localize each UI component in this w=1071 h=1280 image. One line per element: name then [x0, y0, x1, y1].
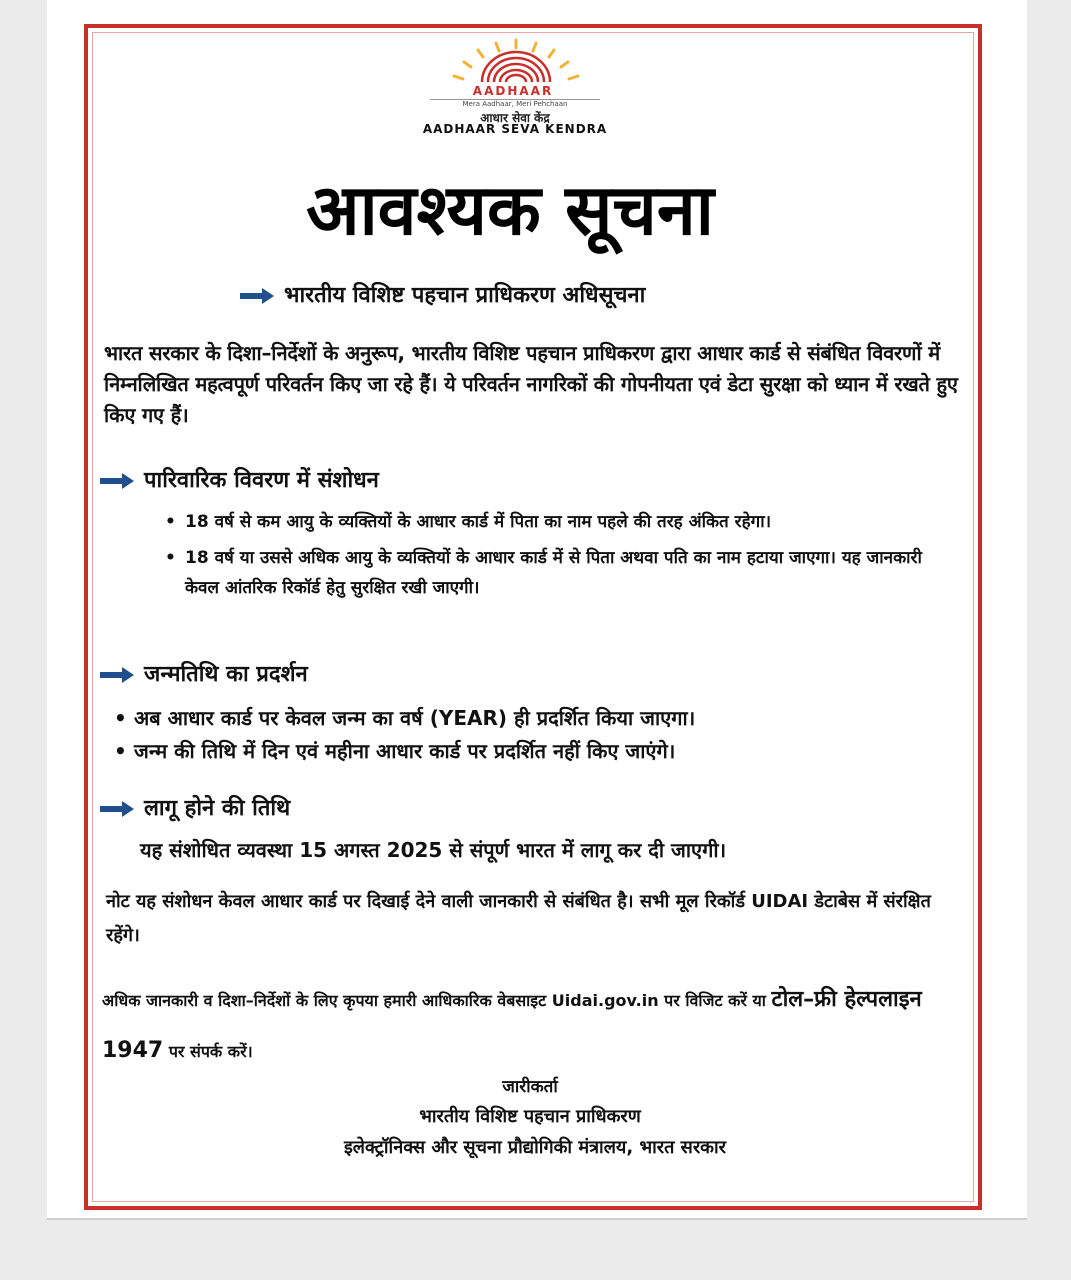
notice-title: आवश्यक सूचना [306, 169, 714, 251]
effective-heading-text: लागू होने की तिथि [144, 796, 291, 821]
contact-text-end: पर संपर्क करें। [168, 1041, 253, 1061]
section-heading-effective [100, 796, 290, 822]
family-bullet-list [165, 508, 955, 609]
list-item: • 18 वर्ष से कम आयु के व्यक्तियों के आधार कार्ड में पिता का नाम पहले की तरह अंकित रहेगा। [165, 508, 955, 538]
helpline-number: टोल–फ्री हेल्पलाइन 1947 [102, 987, 922, 1063]
page-edge [47, 1218, 1027, 1220]
list-item: • अब आधार कार्ड पर केवल जन्म का वर्ष (YEAR) ही प्रदर्शित किया जाएगा। [114, 702, 964, 735]
dob-bullet-list [114, 702, 964, 768]
arrow-right-icon [100, 667, 134, 683]
subtitle-text: भारतीय विशिष्ट पहचान प्राधिकरण अधिसूचना [284, 283, 646, 308]
dob-heading-text: जन्मतिथि का प्रदर्शन [144, 662, 308, 687]
section-heading-family [100, 468, 379, 494]
arrow-right-icon [240, 288, 274, 304]
list-item: • 18 वर्ष या उससे अधिक आयु के व्यक्तियों के आधार कार्ड में से पिता अथवा पति का नाम हटाया जाएगा। यह जानकारी केवल आंतरिक रिकॉर्ड हेतु सुरक्षित रखी जाएगी। [165, 544, 955, 604]
issuer-label: जारीकर्ता [502, 1077, 558, 1097]
brand-tagline: Mera Aadhaar, Meri Pehchaan [462, 100, 568, 108]
issuer-ministry: इलेक्ट्रॉनिक्स और सूचना प्रौद्योगिकी मंत्रालय, भारत सरकार [343, 1137, 727, 1158]
note-paragraph: नोट यह संशोधन केवल आधार कार्ड पर दिखाई देने वाली जानकारी से संबंधित है। सभी मूल रिकॉर्ड UIDAI डेटाबेस में संरक्षित रहेंगे। [106, 891, 931, 947]
contact-paragraph [102, 975, 967, 1076]
notice-subtitle [240, 283, 645, 309]
issuer-organization: भारतीय विशिष्ट पहचान प्राधिकरण [419, 1106, 641, 1127]
contact-text: अधिक जानकारी व दिशा–निर्देशों के लिए कृपया हमारी आधिकारिक वेबसाइट Uidai.gov.in पर विजिट करें या [102, 991, 766, 1010]
brand-name: AADHAAR [472, 84, 554, 98]
kendra-hindi-label: आधार सेवा केंद्र [480, 111, 550, 125]
arrow-right-icon [100, 801, 134, 817]
effective-date-text: यह संशोधित व्यवस्था 15 अगस्त 2025 से संपूर्ण भारत में लागू कर दी जाएगी। [140, 838, 727, 862]
list-item: • जन्म की तिथि में दिन एवं महीना आधार कार्ड पर प्रदर्शित नहीं किए जाएंगे। [114, 735, 964, 768]
arrow-right-icon [100, 473, 134, 489]
section-heading-dob [100, 662, 308, 688]
family-heading-text: पारिवारिक विवरण में संशोधन [144, 468, 379, 493]
intro-paragraph: भारत सरकार के दिशा–निर्देशों के अनुरूप, भारतीय विशिष्ट पहचान प्राधिकरण द्वारा आधार कार्ड से संबंधित विवरणों में निम्नलिखित महत्वपूर्ण परिवर्तन किए जा रहे हैं। ये परिवर्तन नागरिकों की गोपनीयता एवं डेटा सुरक्षा को ध्यान में रखते हुए किए गए हैं। [104, 341, 958, 427]
kendra-english-label: AADHAAR SEVA KENDRA [422, 122, 608, 136]
